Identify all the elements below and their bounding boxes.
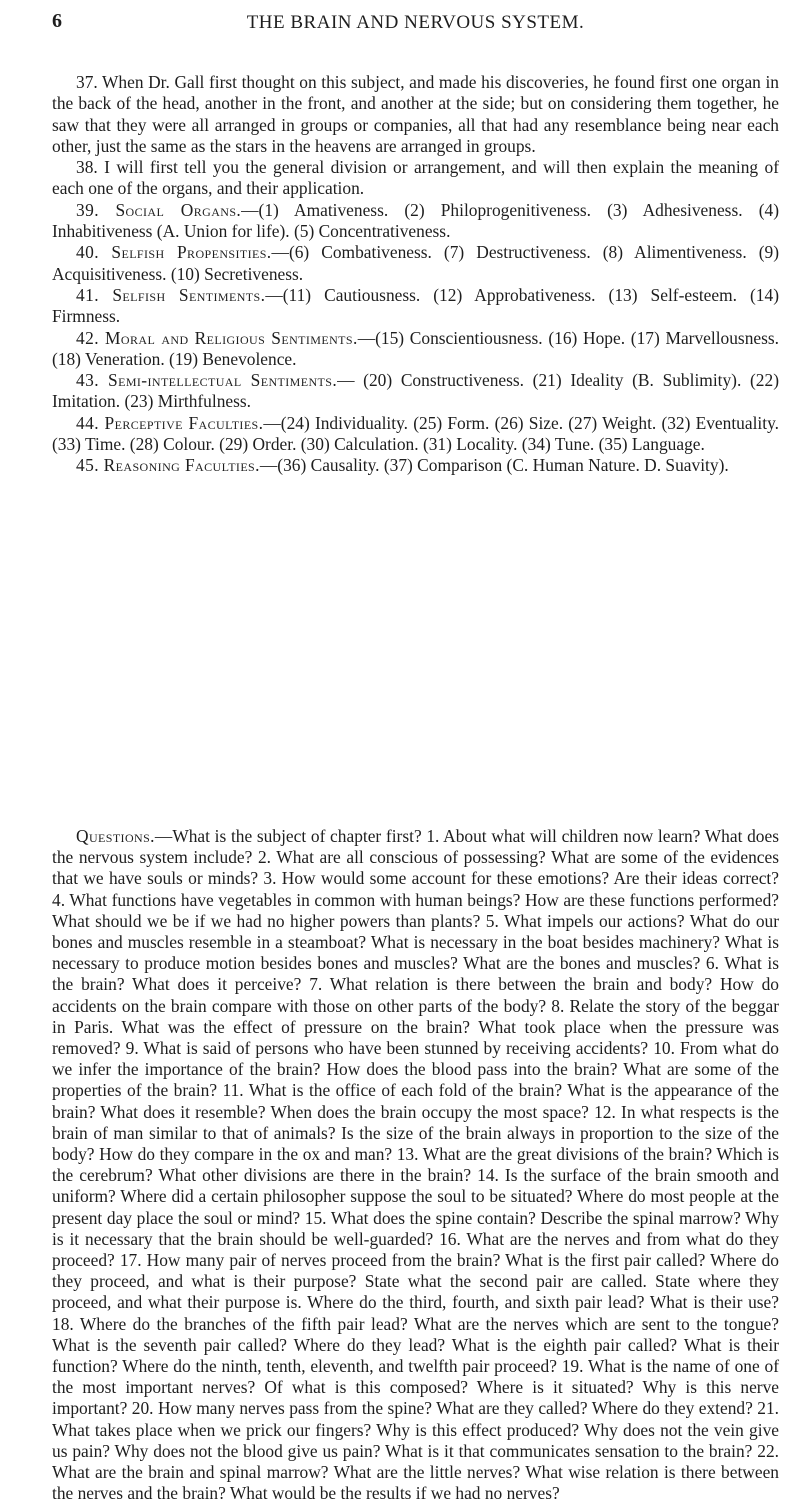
paragraph-text: —(15) Conscientiousness. (16) Hope. (17) Marvellousness. (18) Veneration. (19) Benevolence. — [52, 327, 779, 369]
paragraph-text: —(36) Causality. (37) Comparison (C. Human Nature. D. Suavity). — [259, 455, 729, 476]
paragraph-42 — [52, 328, 779, 371]
questions-block — [52, 826, 779, 1505]
section-heading: 44. Perceptive Faculties. — [76, 412, 264, 433]
paragraph-text: —(6) Combativeness. (7) Destructiveness. (8) Alimentiveness. (9) Acquisitiveness. (10) Secretiveness. — [52, 242, 779, 284]
paragraph-41 — [52, 285, 779, 328]
paragraph-45 — [52, 455, 779, 476]
paragraph-text: 37. When Dr. Gall first thought on this subject, and made his discoveries, he found first one organ in the back of the head, another in the front, and another at the side; but on considering them together, he saw that they were all arranged in groups or companies, all that had any resemblance being near each other, just the same as the stars in the heavens are arranged in groups. — [52, 72, 779, 156]
paragraph-text: — (20) Constructiveness. (21) Ideality (B. Sublimity). (22) Imitation. (23) Mirthfulness. — [52, 370, 779, 412]
section-heading: 45. Reasoning Faculties. — [76, 455, 260, 476]
section-heading: 43. Semi-intellectual Sentiments. — [76, 370, 338, 391]
questions-text: —What is the subject of chapter first? 1. About what will children now learn? What does the nervous system include? 2. What are all conscious of possessing? What are some of the evidences that we have souls or minds? 3. How would some account for these emotions? Are their ideas correct? 4. What functions have vegetables in common with human beings? How are these functions performed? What should we be if we had no higher powers than plants? 5. What impels our actions? What do our bones and muscles resemble in a steamboat? What is necessary in the boat besides machinery? What is necessary to produce motion besides bones and muscles? What are the bones and muscles? 6. What is the brain? What does it perceive? 7. What relation is there between the brain and body? How do accidents on the brain compare with those on other parts of the body? 8. Relate the story of the beggar in Paris. What was the effect of pressure on the brain? What took place when the pressure was removed? 9. What is said of persons who have been stunned by receiving accidents? 10. From what do we infer the importance of the brain? How does the blood pass into the brain? What are some of the properties of the brain? 11. What is the office of each fold of the brain? What is the appearance of the brain? What does it resemble? When does the brain occupy the most space? 12. In what respects is the brain of man similar to that of animals? Is the size of the brain always in proportion to the size of the body? How do they compare in the ox and man? 13. What are the great divisions of the brain? Which is the cerebrum? What other divisions are there in the brain? 14. Is the surface of the brain smooth and uniform? Where did a certain philosopher suppose the soul to be situated? Where do most people at the present day place the soul or mind? 15. What does the spine contain? Describe the spinal marrow? Why is it necessary that the brain should be well-guarded? 16. What are the nerves and from what do they proceed? 17. How many pair of nerves proceed from the brain? What is the first pair called? Where do they proceed, and what is their purpose? State what the second pair are called. State where they proceed, and what their purpose is. Where do the third, fourth, and sixth pair lead? What is their use? 18. Where do the branches of the fifth pair lead? What are the nerves which are sent to the tongue? What is the seventh pair called? Where do they lead? What is the eighth pair called? What is their function? Where do the ninth, tenth, eleventh, and twelfth pair proceed? 19. What is the name of one of the most important nerves? Of what is this composed? Where is it situated? Why is this nerve important? 20. How many nerves pass from the spine? What are they called? Where do they extend? 21. What takes place when we prick our fingers? Why is this effect produced? Why does not the vein give us pain? Why does not the blood give us pain? What is it that communicates sensation to the brain? 22. What are the brain and spinal marrow? What are the little nerves? What wise relation is there between the nerves and the brain? What would be the results if we had no nerves? — [52, 826, 779, 1504]
paragraph-38 — [52, 157, 779, 200]
page-number: 6 — [52, 10, 62, 32]
questions-paragraph — [52, 826, 779, 1505]
paragraph-44 — [52, 413, 779, 456]
paragraph-40 — [52, 242, 779, 285]
section-heading: 41. Selfish Sentiments. — [76, 284, 266, 305]
section-heading: 40. Selfish Propensities. — [76, 242, 272, 263]
section-heading: 39. Social Organs. — [76, 199, 242, 220]
paragraph-39 — [52, 200, 779, 243]
questions-heading: Questions. — [76, 826, 155, 846]
running-title: THE BRAIN AND NERVOUS SYSTEM. — [246, 12, 585, 33]
paragraph-text: —(11) Cautiousness. (12) Approbativeness. (13) Self-esteem. (14) Firmness. — [52, 284, 779, 327]
paragraph-text: —(24) Individuality. (25) Form. (26) Size. (27) Weight. (32) Eventuality. (33) Time. (28) Colour. (29) Order. (30) Calculation. (31) Locality. (34) Tune. (35) Language. — [52, 412, 780, 455]
page-header — [52, 8, 779, 40]
paragraph-43 — [52, 370, 779, 413]
section-heading: 42. Moral and Religious Sentiments. — [76, 327, 358, 348]
paragraph-text: 38. I will first tell you the general division or arrangement, and will then explain the meaning of each one of the organs, and their application. — [52, 157, 779, 199]
main-text — [52, 72, 779, 477]
paragraph-text: —(1) Amativeness. (2) Philoprogenitiveness. (3) Adhesiveness. (4) Inhabitiveness (A. Union for life). (5) Concentrativeness. — [52, 199, 779, 242]
paragraph-37 — [52, 72, 779, 157]
